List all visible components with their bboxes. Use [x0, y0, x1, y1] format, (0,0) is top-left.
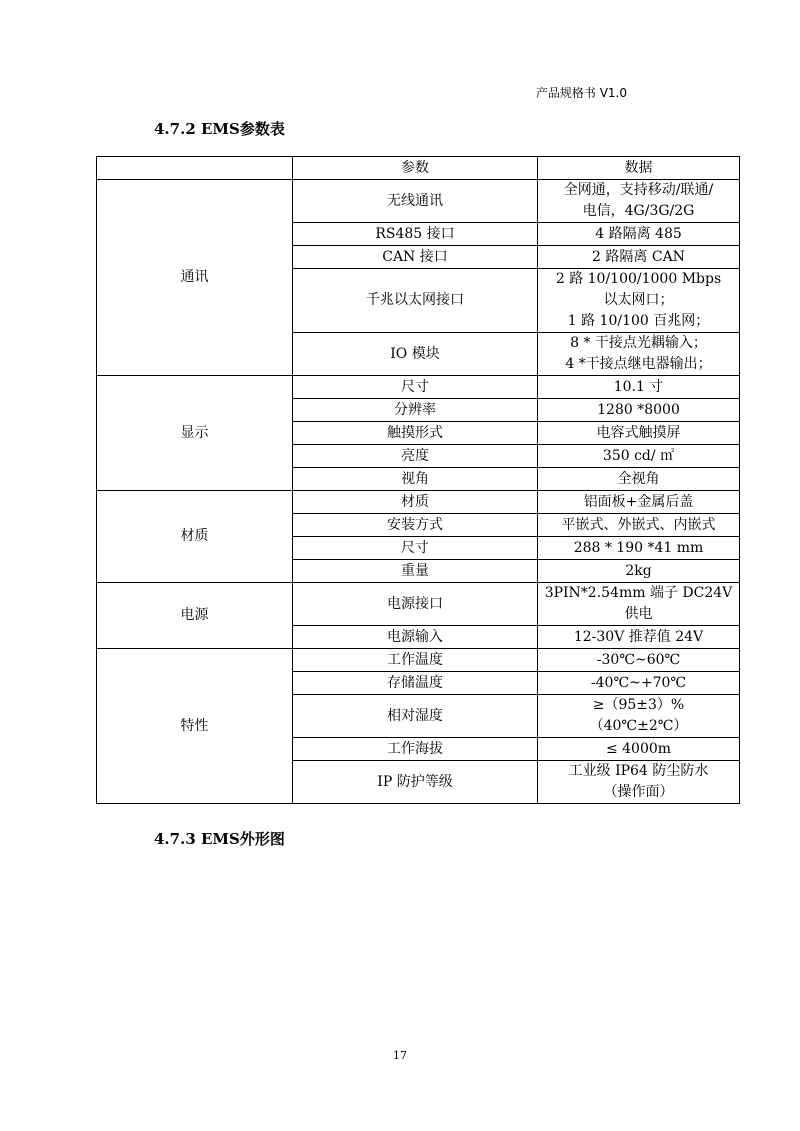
param-cell: 相对湿度: [293, 695, 538, 738]
value-cell: [538, 626, 740, 649]
param-cell: 材质: [293, 491, 538, 514]
param-cell: 亮度: [293, 445, 538, 468]
value-cell: [538, 672, 740, 695]
param-cell: IP 防护等级: [293, 761, 538, 804]
table-row: [97, 649, 740, 672]
header-cell-param: 参数: [293, 157, 538, 180]
param-cell: 触摸形式: [293, 422, 538, 445]
value-line: 平嵌式、外嵌式、内嵌式: [561, 516, 716, 533]
param-cell: CAN 接口: [293, 246, 538, 269]
param-cell: RS485 接口: [293, 223, 538, 246]
param-cell: 视角: [293, 468, 538, 491]
value-line: 电信，4G/3G/2G: [582, 203, 695, 219]
value-cell: [538, 537, 740, 560]
value-cell: [538, 649, 740, 672]
value-line: 10.1 寸: [613, 378, 664, 395]
table-row: [97, 491, 740, 514]
value-cell: [538, 246, 740, 269]
value-line: 供电: [624, 606, 653, 622]
value-cell: [538, 180, 740, 223]
value-cell: [538, 223, 740, 246]
table-row: [97, 376, 740, 399]
value-line: 288 * 190 *41 mm: [573, 539, 704, 556]
value-line: 350 cd/ ㎡: [602, 447, 675, 464]
value-line: 电容式触摸屏: [596, 424, 681, 441]
group-label-cell: 电源: [97, 583, 293, 649]
param-cell: 工作温度: [293, 649, 538, 672]
value-line: 2 路隔离 CAN: [592, 248, 685, 265]
value-cell: [538, 269, 740, 333]
group-label-cell: 材质: [97, 491, 293, 583]
value-cell: [538, 695, 740, 738]
table-body: [97, 157, 740, 804]
group-label-cell: 特性: [97, 649, 293, 804]
param-cell: 千兆以太网接口: [293, 269, 538, 333]
value-line: 铝面板+金属后盖: [583, 493, 694, 510]
section-title-parameter-table: 4.7.2 EMS参数表: [154, 120, 285, 138]
param-cell: 安装方式: [293, 514, 538, 537]
value-line: 工业级 IP64 防尘防水: [568, 763, 709, 779]
value-line: （操作面）: [603, 784, 674, 800]
value-cell: [538, 514, 740, 537]
value-line: 2kg: [625, 562, 652, 579]
table-header-row: [97, 157, 740, 180]
value-line: 全网通，支持移动/联通/: [563, 182, 714, 198]
group-label-cell: 显示: [97, 376, 293, 491]
ems-parameter-table: [96, 156, 740, 804]
value-cell: [538, 333, 740, 376]
value-line: 4 路隔离 485: [595, 225, 682, 242]
value-line: 1 路 10/100 百兆网；: [567, 313, 710, 329]
table-row: [97, 583, 740, 626]
value-cell: [538, 761, 740, 804]
param-cell: 重量: [293, 560, 538, 583]
value-cell: [538, 422, 740, 445]
param-cell: 存储温度: [293, 672, 538, 695]
value-cell: [538, 376, 740, 399]
header-cell-value: 数据: [538, 157, 740, 180]
value-line: -30℃~60℃: [596, 651, 681, 668]
value-cell: [538, 468, 740, 491]
value-line: -40℃~+70℃: [590, 674, 687, 691]
value-line: 以太网口；: [603, 292, 674, 308]
section-title-outline-drawing: 4.7.3 EMS外形图: [154, 830, 285, 848]
value-line: ≤ 4000m: [605, 740, 672, 757]
value-line: ≥（95±3）%: [592, 697, 685, 713]
value-cell: [538, 445, 740, 468]
param-cell: 电源接口: [293, 583, 538, 626]
param-cell: 尺寸: [293, 537, 538, 560]
param-cell: 工作海拔: [293, 738, 538, 761]
param-cell: 无线通讯: [293, 180, 538, 223]
group-label-cell: 通讯: [97, 180, 293, 376]
param-cell: 电源输入: [293, 626, 538, 649]
value-line: 8 * 干接点光耦输入；: [570, 335, 707, 351]
value-cell: [538, 738, 740, 761]
value-line: 全视角: [617, 470, 660, 487]
document-header-title: 产品规格书 V1.0: [535, 86, 627, 100]
param-cell: IO 模块: [293, 333, 538, 376]
value-cell: [538, 399, 740, 422]
table-row: [97, 180, 740, 223]
value-line: 3PIN*2.54mm 端子 DC24V: [544, 585, 733, 601]
page-number: 17: [393, 1049, 407, 1062]
value-line: （40℃±2℃）: [589, 718, 688, 734]
header-cell-blank: [97, 157, 293, 180]
value-line: 2 路 10/100/1000 Mbps: [555, 271, 722, 287]
value-cell: [538, 583, 740, 626]
param-cell: 分辨率: [293, 399, 538, 422]
value-cell: [538, 491, 740, 514]
param-cell: 尺寸: [293, 376, 538, 399]
value-line: 1280 *8000: [597, 401, 680, 418]
value-line: 4 *干接点继电器输出；: [565, 356, 712, 372]
value-line: 12-30V 推荐值 24V: [573, 628, 704, 645]
value-cell: [538, 560, 740, 583]
